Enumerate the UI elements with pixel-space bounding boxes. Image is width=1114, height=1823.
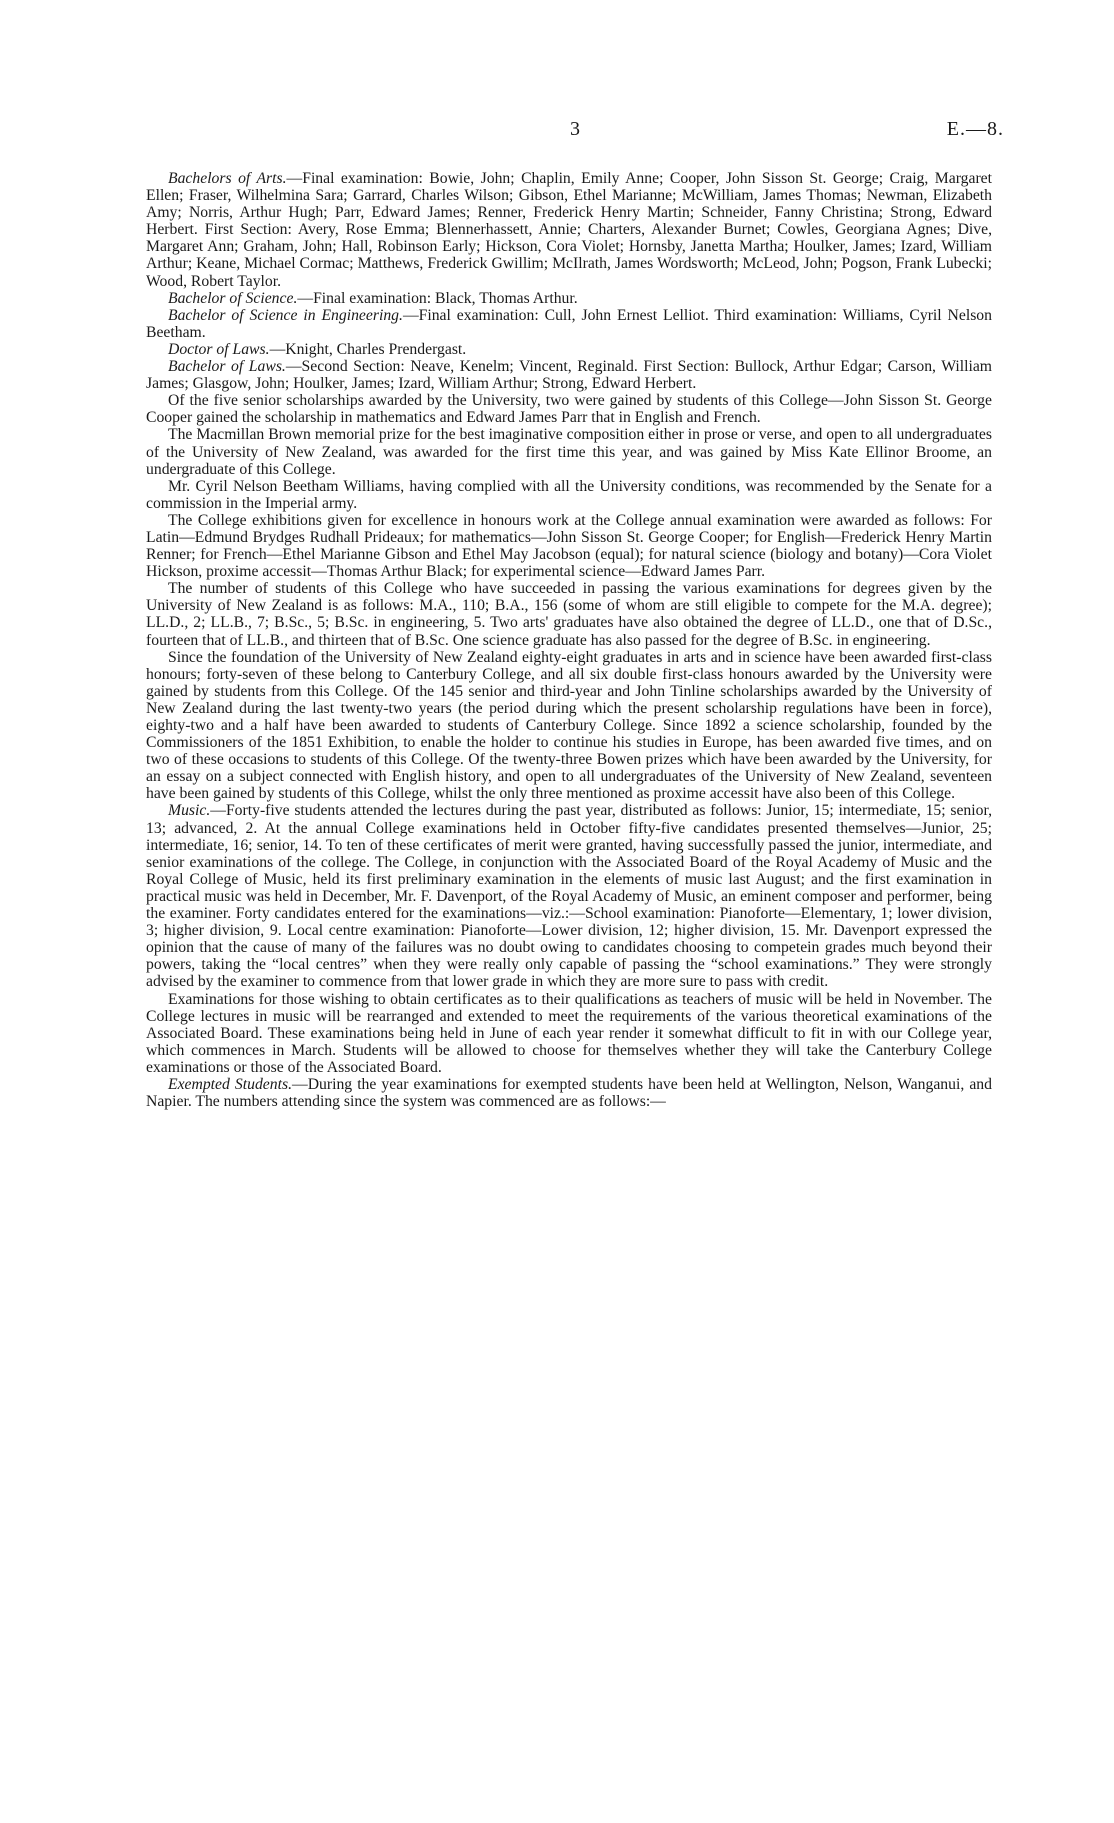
page-number: 3 — [570, 118, 580, 140]
paragraph-text: Mr. Cyril Nelson Beetham Williams, having complied with all the University conditions, was recommended by the Senate for a commission in the Imperial army. — [146, 477, 992, 512]
paragraph-college-exhibitions — [146, 512, 992, 580]
paragraph-exempted-students — [146, 1076, 992, 1110]
paragraph-heading: Bachelor of Science. — [168, 289, 298, 307]
paragraph-heading: Bachelor of Science in Engineering. — [168, 306, 403, 324]
paragraph-text: —Second Section: Neave, Kenelm; Vincent, Reginald. First Section: Bullock, Arthur Edgar; Carson, William James; Glasgow, John; Houlker, James; Izard, William Arthur; Strong, Edward Herbert. — [146, 358, 993, 393]
paragraph-heading: Music. — [168, 802, 211, 820]
document-reference: E.—8. — [946, 118, 1004, 140]
paragraph-music-teacher-exams — [146, 991, 992, 1076]
paragraph-text: —Final examination: Cull, John Ernest Lelliot. Third examination: Williams, Cyril Nelson Beetham. — [146, 306, 992, 341]
paragraph-bachelor-of-science — [146, 290, 992, 307]
paragraph-text: —During the year examinations for exempted students have been held at Wellington, Nelson, Wanganui, and Napier. The numbers attending since the system was commenced are as follows:— — [146, 1075, 992, 1111]
body-text — [146, 170, 992, 1110]
paragraph-music — [146, 802, 992, 990]
paragraph-text: The College exhibitions given for excellence in honours work at the College annual examination were awarded as follows: For Latin—Edmund Brydges Rudhall Prideaux; for mathematics—John Sisson St. George Cooper; for English—Frederick Henry Martin Renner; for French—Ethel Marianne Gibson and Ethel May Jacobson (equal); for natural science (biology and botany)—Cora Violet Hickson, proxime accessit—Thomas Arthur Black; for experimental science—Edward James Parr. — [146, 511, 992, 581]
paragraph-honours-history — [146, 649, 992, 803]
paragraph-text: Since the foundation of the University of New Zealand eighty-eight graduates in arts and in science have been awarded first-class honours; forty-seven of these belong to Canterbury College, and all six double first-class honours awarded by the University were gained by students from this College. Of the 145 senior and third-year and John Tinline scholarships awarded by the University of New Zealand during the last twenty-two years (the period during which the present scholarship regulations have been in force), eighty-two and a half have been awarded to students of Canterbury College. Since 1892 a science scholarship, founded by the Commissioners of the 1851 Exhibition, to enable the holder to continue his studies in Europe, has been awarded five times, and on two of these occasions to students of this College. Of the twenty-three Bowen prizes which have been awarded by the University, for an essay on a subject connected with English history, and open to all undergraduates of the University of New Zealand, seventeen have been gained by students of this College, whilst the only three mentioned as proxime accessit have also been of this College. — [146, 648, 992, 803]
paragraph-heading: Exempted Students. — [168, 1075, 292, 1093]
paragraph-heading: Bachelor of Laws. — [168, 358, 286, 376]
paragraph-text: The Macmillan Brown memorial prize for the best imaginative composition either in prose or verse, and open to all undergraduates of the University of New Zealand, was awarded for the first time this year, and was gained by Miss Kate Ellinor Broome, an undergraduate of this College. — [146, 426, 992, 478]
paragraph-text: —Knight, Charles Prendergast. — [269, 340, 467, 358]
paragraph-bachelor-of-science-engineering — [146, 307, 992, 341]
paragraph-macmillan-brown-prize — [146, 426, 992, 477]
paragraph-senior-scholarships — [146, 392, 992, 426]
page-header — [146, 118, 1004, 144]
paragraph-text: —Final examination: Black, Thomas Arthur. — [297, 289, 578, 307]
paragraph-text: —Forty-five students attended the lectures during the past year, distributed as follows: Junior, 15; intermediate, 15; senior, 13; advanced, 2. At the annual College examinations held in October fifty-five candidates presented themselves—Junior, 25; intermediate, 16; senior, 14. To ten of these certificates of merit were granted, having successfully passed the junior, intermediate, and senior examinations of the college. The College, in conjunction with the Associated Board of the Royal Academy of Music and the Royal College of Music, held its first preliminary examination in the elements of music last August; and the first examination in practical music was held in December, Mr. F. Davenport, of the Royal Academy of Music, an eminent composer and performer, being the examiner. Forty candidates entered for the examinations—viz.:—School examination: Pianoforte—Elementary, 1; lower division, 3; higher division, 9. Local centre examination: Pianoforte—Lower division, 12; higher division, 15. Mr. Davenport expressed the opinion that the cause of many of the failures was no doubt owing to candidates choosing to competein grades much beyond their powers, taking the “local centres” when they were really only capable of passing the “school examinations.” They were strongly advised by the examiner to commence from that lower grade in which they are more sure to pass with credit. — [146, 802, 992, 991]
paragraph-bachelors-of-arts — [146, 170, 992, 290]
paragraph-text: The number of students of this College who have succeeded in passing the various examinations for degrees given by the University of New Zealand is as follows: M.A., 110; B.A., 156 (some of whom are still eligible to compete for the M.A. degree); LL.D., 2; LL.B., 7; B.Sc., 5; B.Sc. in engineering, 5. Two arts' graduates have also obtained the degree of LL.D., one that of D.Sc., fourteen that of LL.B., and thirteen that of B.Sc. One science graduate has also passed for the degree of B.Sc. in engineering. — [146, 580, 992, 649]
paragraph-heading: Bachelors of Arts. — [168, 170, 287, 187]
paragraph-text: Examinations for those wishing to obtain certificates as to their qualifications as teachers of music will be held in November. The College lectures in music will be rearranged and extended to meet the requirements of the various theoretical examinations of the Associated Board. These examinations being held in June of each year render it somewhat difficult to fit in with our College year, which commences in March. Students will be allowed to choose for themselves whether they will take the Canterbury College examinations or those of the Associated Board. — [146, 990, 992, 1076]
paragraph-text: —Final examination: Bowie, John; Chaplin, Emily Anne; Cooper, John Sisson St. George; Craig, Margaret Ellen; Fraser, Wilhelmina Sara; Garrard, Charles Wilson; Gibson, Ethel Marianne; McWilliam, James Thomas; Newman, Elizabeth Amy; Norris, Arthur Hugh; Parr, Edward James; Renner, Frederick Henry Martin; Schneider, Fanny Christina; Strong, Edward Herbert. First Section: Avery, Rose Emma; Blennerhassett, Annie; Charters, Alexander Burnet; Cowles, Georgiana Agnes; Dive, Margaret Ann; Graham, John; Hall, Robinson Early; Hickson, Cora Violet; Hornsby, Janetta Martha; Houlker, James; Izard, William Arthur; Keane, Michael Cormac; Matthews, Frederick Gwillim; McIlrath, James Wordsworth; McLeod, John; Pogson, Frank Lubecki; Wood, Robert Taylor. — [146, 170, 992, 290]
paragraph-imperial-army-commission — [146, 478, 992, 512]
paragraph-bachelor-of-laws — [146, 358, 992, 392]
paragraph-degree-counts — [146, 580, 992, 648]
paragraph-doctor-of-laws — [146, 341, 992, 358]
paragraph-heading: Doctor of Laws. — [168, 340, 270, 358]
paragraph-text: Of the five senior scholarships awarded by the University, two were gained by students of this College—John Sisson St. George Cooper gained the scholarship in mathematics and Edward James Parr that in English and French. — [146, 392, 992, 427]
